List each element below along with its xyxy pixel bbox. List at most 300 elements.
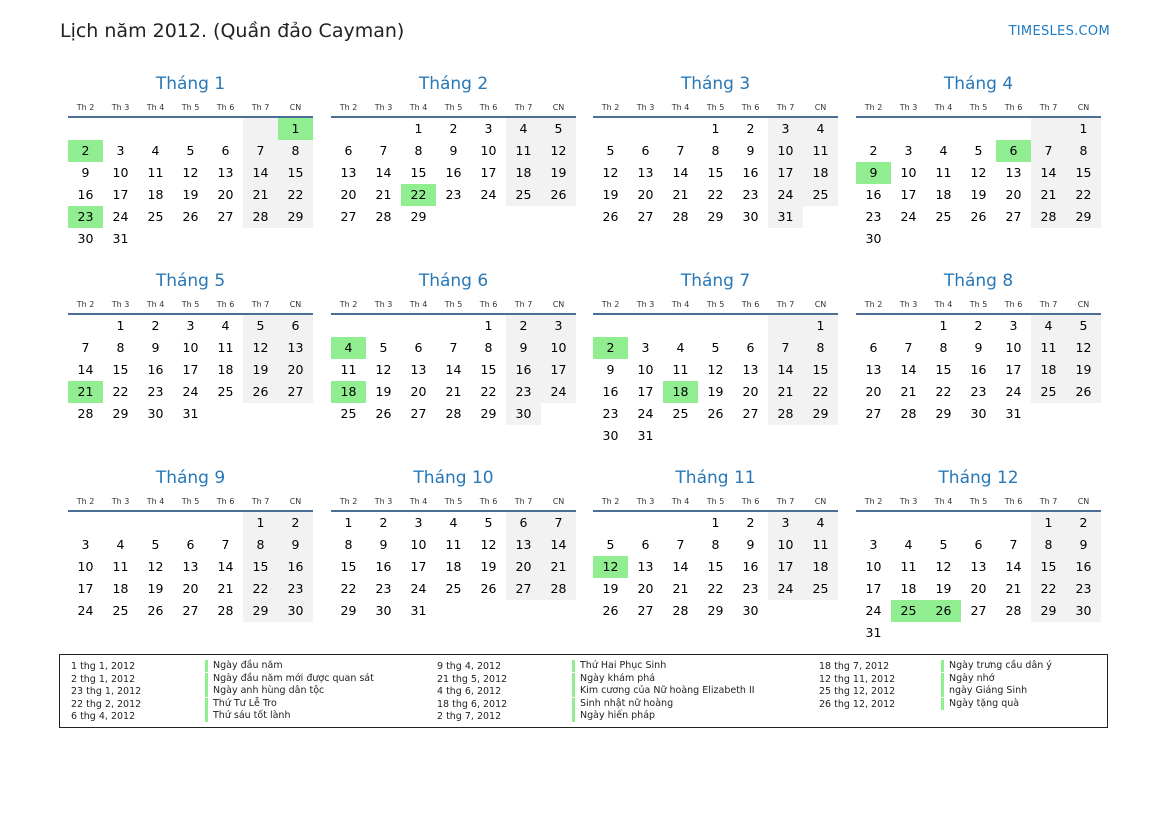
day-cell: 24 [112,209,129,224]
day-cell: 21 [217,581,234,596]
day-cell: 17 [480,165,497,180]
day-cell: 13 [410,362,427,377]
weekday-label: Th 7 [776,103,795,112]
weekday-label: Th 7 [251,103,270,112]
day-cell: 10 [112,165,129,180]
day-cell: 30 [77,231,94,246]
day-cell: 5 [379,340,388,355]
day-cell: 2 [746,515,755,530]
day-cell: 29 [112,406,129,421]
day-cell: 21 [1005,581,1022,596]
empty-day-cell [803,206,838,228]
day-cell: 7 [221,537,230,552]
weekday-label: Th 6 [1004,300,1023,309]
weekday-label: Th 4 [934,497,953,506]
day-cell: 7 [768,337,803,359]
day-cell: 24 [77,603,94,618]
day-cell: 18 [1031,359,1066,381]
legend-holiday-name: ngày Giáng Sinh [941,685,1027,697]
legend-holiday-name: Ngày đầu năm [205,660,283,672]
day-cell: 29 [278,206,313,228]
weekday-label: Th 7 [776,300,795,309]
day-cell: 15 [243,556,278,578]
day-cell: 7 [541,512,576,534]
legend-date: 4 thg 6, 2012 [437,686,502,697]
empty-day-cell [243,118,278,140]
day-cell: 13 [182,559,199,574]
empty-day-cell [471,600,506,622]
weekday-header [856,494,1101,512]
day-cell: 16 [742,559,759,574]
weekday-label: Th 4 [671,103,690,112]
day-cell: 5 [186,143,195,158]
day-cell: 30 [278,600,313,622]
day-cell: 23 [602,406,619,421]
day-cell: 6 [641,537,650,552]
month-title: Tháng 11 [675,468,756,488]
day-cell: 8 [711,143,720,158]
month-title: Tháng 8 [943,271,1014,291]
empty-day-cell [733,425,768,447]
day-cell: 25 [445,581,462,596]
day-cell: 16 [742,165,759,180]
day-cell: 22 [480,384,497,399]
month-title: Tháng 2 [418,74,489,94]
day-cell: 12 [182,165,199,180]
day-cell: 2 [151,318,160,333]
day-cell: 16 [147,362,164,377]
day-cell: 31 [112,231,129,246]
legend-date: 22 thg 2, 2012 [71,698,142,710]
day-cell: 28 [900,406,917,421]
day-cell: 3 [768,118,803,140]
day-cell: 3 [186,318,195,333]
day-cell: 24 [480,187,497,202]
day-cell: 6 [974,537,983,552]
month-title: Tháng 10 [413,468,494,488]
day-cell: 19 [602,581,619,596]
weekday-label: Th 3 [374,300,393,309]
day-cell: 19 [707,384,724,399]
day-cell: 10 [1005,340,1022,355]
day-cell: 28 [77,406,94,421]
weekday-label: Th 3 [374,103,393,112]
day-cell: 21 [672,187,689,202]
empty-day-cell [698,315,733,337]
day-cell: 20 [1005,187,1022,202]
month-title: Tháng 12 [938,468,1019,488]
weekday-label: Th 5 [969,103,988,112]
day-cell: 3 [641,340,650,355]
day-cell: 4 [221,318,230,333]
day-cell: 6 [221,143,230,158]
day-cell: 26 [541,184,576,206]
empty-day-cell [436,206,471,228]
day-cell: 13 [217,165,234,180]
empty-day-cell [926,622,961,644]
empty-day-cell [208,403,243,425]
day-cell: 15 [707,165,724,180]
empty-day-cell [506,206,541,228]
page-title: Lịch năm 2012. (Quần đảo Cayman) [60,20,405,42]
month-2 [331,73,576,228]
day-cell: 16 [602,384,619,399]
empty-day-cell [663,512,698,534]
weekday-label: Th 6 [216,497,235,506]
day-cell: 22 [340,581,357,596]
empty-day-cell [331,118,366,140]
weekday-label: Th 2 [601,300,620,309]
day-cell: 23 [445,187,462,202]
empty-day-cell [996,512,1031,534]
legend-holiday-name: Ngày tặng quà [941,698,1019,710]
legend-date: 21 thg 5, 2012 [437,673,508,685]
day-cell: 16 [375,559,392,574]
day-cell: 31 [637,428,654,443]
day-cell: 26 [602,603,619,618]
weekday-label: CN [1077,497,1090,506]
day-cell: 13 [506,534,541,556]
empty-day-cell [208,512,243,534]
legend-holiday-name: Ngày khám phá [572,673,655,685]
day-cell: 8 [116,340,125,355]
day-cell: 14 [1005,559,1022,574]
day-cell: 23 [742,581,759,596]
day-cell: 8 [484,340,493,355]
day-cell: 11 [147,165,164,180]
day-cell: 26 [243,381,278,403]
day-cell: 30 [602,428,619,443]
day-cell: 30 [742,603,759,618]
day-cell: 17 [77,581,94,596]
weekday-label: Th 7 [1039,497,1058,506]
day-cell: 25 [1031,381,1066,403]
legend-date: 2 thg 7, 2012 [437,711,502,722]
legend-date: 18 thg 6, 2012 [437,698,508,710]
day-cell: 2 [593,337,628,359]
day-cell: 4 [1031,315,1066,337]
day-cell: 12 [480,537,497,552]
legend-holiday-name: Ngày hiến pháp [572,710,655,722]
empty-day-cell [103,512,138,534]
day-grid [68,512,313,622]
month-title: Tháng 3 [680,74,751,94]
weekday-label: Th 5 [444,300,463,309]
weekday-label: Th 6 [741,497,760,506]
day-cell: 9 [151,340,160,355]
month-title: Tháng 6 [418,271,489,291]
day-cell: 26 [147,603,164,618]
day-cell: 19 [935,581,952,596]
day-cell: 3 [904,143,913,158]
day-cell: 24 [768,184,803,206]
weekday-label: Th 3 [374,497,393,506]
day-cell: 29 [410,209,427,224]
weekday-label: CN [289,497,302,506]
day-cell: 22 [401,184,436,206]
day-cell: 14 [541,534,576,556]
empty-day-cell [68,315,103,337]
day-cell: 4 [331,337,366,359]
day-cell: 28 [375,209,392,224]
month-title: Tháng 7 [680,271,751,291]
day-cell: 25 [217,384,234,399]
day-cell: 7 [1009,537,1018,552]
day-cell: 4 [151,143,160,158]
day-cell: 29 [707,209,724,224]
weekday-header [331,297,576,315]
day-cell: 1 [711,121,720,136]
day-cell: 31 [182,406,199,421]
weekday-label: Th 3 [636,300,655,309]
day-cell: 12 [935,559,952,574]
day-cell: 6 [869,340,878,355]
day-cell: 1 [243,512,278,534]
weekday-label: Th 6 [741,300,760,309]
day-cell: 17 [637,384,654,399]
weekday-label: Th 5 [969,300,988,309]
day-cell: 11 [340,362,357,377]
day-cell: 20 [970,581,987,596]
day-cell: 7 [676,143,685,158]
day-cell: 20 [182,581,199,596]
day-cell: 17 [1005,362,1022,377]
day-cell: 31 [410,603,427,618]
day-cell: 8 [243,534,278,556]
month-title: Tháng 4 [943,74,1014,94]
day-cell: 27 [1005,209,1022,224]
day-cell: 11 [900,559,917,574]
weekday-label: Th 7 [776,497,795,506]
day-cell: 9 [606,362,615,377]
legend-holiday-name: Kim cương của Nữ hoàng Elizabeth II [572,685,755,697]
weekday-label: CN [289,300,302,309]
day-cell: 20 [865,384,882,399]
day-cell: 13 [1005,165,1022,180]
weekday-label: Th 7 [514,497,533,506]
weekday-label: Th 5 [181,103,200,112]
legend-holiday-name: Ngày anh hùng dân tộc [205,685,324,697]
day-cell: 7 [1031,140,1066,162]
day-cell: 9 [1066,534,1101,556]
empty-day-cell [173,228,208,250]
day-cell: 4 [116,537,125,552]
day-cell: 15 [935,362,952,377]
legend-date: 12 thg 11, 2012 [819,673,896,685]
day-cell: 20 [340,187,357,202]
day-cell: 20 [217,187,234,202]
day-cell: 27 [278,381,313,403]
day-cell: 12 [970,165,987,180]
empty-day-cell [768,425,803,447]
day-grid [593,512,838,622]
day-cell: 27 [506,578,541,600]
day-cell: 2 [379,515,388,530]
empty-day-cell [1066,622,1101,644]
weekday-label: Th 4 [146,300,165,309]
empty-day-cell [366,315,401,337]
day-cell: 20 [637,187,654,202]
weekday-label: Th 4 [934,300,953,309]
day-cell: 17 [410,559,427,574]
day-cell: 21 [68,381,103,403]
legend-holiday-name: Thứ Hai Phục Sinh [572,660,666,672]
day-cell: 21 [1031,184,1066,206]
day-cell: 5 [711,340,720,355]
day-cell: 18 [506,162,541,184]
weekday-label: CN [552,103,565,112]
site-link[interactable]: TIMESLES.COM [1008,24,1110,39]
day-cell: 27 [637,209,654,224]
day-cell: 19 [970,187,987,202]
weekday-label: Th 2 [864,103,883,112]
day-cell: 17 [182,362,199,377]
empty-day-cell [1031,403,1066,425]
weekday-label: CN [1077,103,1090,112]
day-cell: 31 [768,206,803,228]
day-cell: 12 [707,362,724,377]
day-cell: 3 [1009,318,1018,333]
day-cell: 9 [746,143,755,158]
day-cell: 15 [803,359,838,381]
day-cell: 8 [344,537,353,552]
empty-day-cell [436,315,471,337]
day-cell: 27 [340,209,357,224]
empty-day-cell [856,315,891,337]
day-cell: 26 [480,581,497,596]
day-cell: 10 [768,534,803,556]
day-cell: 28 [217,603,234,618]
day-cell: 9 [278,534,313,556]
weekday-label: Th 4 [409,300,428,309]
day-cell: 30 [1066,600,1101,622]
empty-day-cell [961,118,996,140]
day-cell: 20 [742,384,759,399]
empty-day-cell [733,315,768,337]
day-cell: 11 [672,362,689,377]
month-10 [331,467,576,622]
empty-day-cell [278,228,313,250]
day-cell: 11 [803,140,838,162]
legend-holiday-name: Ngày trưng cầu dân ý [941,660,1052,672]
day-cell: 12 [375,362,392,377]
empty-day-cell [891,512,926,534]
day-cell: 3 [484,121,493,136]
weekday-label: Th 7 [1039,300,1058,309]
day-cell: 25 [112,603,129,618]
day-cell: 17 [768,556,803,578]
day-cell: 15 [278,162,313,184]
weekday-label: Th 4 [146,497,165,506]
day-cell: 23 [865,209,882,224]
weekday-label: Th 4 [409,103,428,112]
day-cell: 16 [506,359,541,381]
day-cell: 18 [445,559,462,574]
weekday-header [856,297,1101,315]
weekday-header [593,494,838,512]
day-cell: 26 [707,406,724,421]
day-cell: 23 [742,187,759,202]
day-cell: 6 [641,143,650,158]
empty-day-cell [926,228,961,250]
legend-date: 9 thg 4, 2012 [437,661,502,672]
day-cell: 10 [865,559,882,574]
day-grid [593,315,838,447]
day-cell: 15 [410,165,427,180]
day-cell: 3 [869,537,878,552]
day-cell: 12 [147,559,164,574]
empty-day-cell [541,206,576,228]
weekday-label: Th 5 [181,300,200,309]
day-cell: 29 [707,603,724,618]
day-cell: 20 [278,359,313,381]
day-cell: 6 [186,537,195,552]
day-cell: 14 [768,359,803,381]
day-cell: 9 [379,537,388,552]
empty-day-cell [593,315,628,337]
month-title: Tháng 1 [155,74,226,94]
weekday-label: Th 6 [216,103,235,112]
day-cell: 14 [900,362,917,377]
day-cell: 29 [803,403,838,425]
day-cell: 22 [707,187,724,202]
day-cell: 1 [278,118,313,140]
day-cell: 28 [768,403,803,425]
day-cell: 16 [1066,556,1101,578]
day-cell: 24 [182,384,199,399]
weekday-header [68,494,313,512]
day-cell: 18 [935,187,952,202]
empty-day-cell [891,622,926,644]
empty-day-cell [961,228,996,250]
day-cell: 23 [147,384,164,399]
day-cell: 27 [637,603,654,618]
day-cell: 12 [593,556,628,578]
day-cell: 27 [742,406,759,421]
day-cell: 9 [449,143,458,158]
empty-day-cell [138,228,173,250]
weekday-label: Th 3 [111,300,130,309]
day-cell: 11 [217,340,234,355]
weekday-label: CN [814,300,827,309]
weekday-label: Th 2 [76,300,95,309]
day-cell: 1 [939,318,948,333]
day-cell: 13 [340,165,357,180]
legend-date: 2 thg 1, 2012 [71,673,136,685]
empty-day-cell [961,622,996,644]
day-cell: 3 [541,315,576,337]
legend-date: 26 thg 12, 2012 [819,698,896,710]
day-cell: 19 [147,581,164,596]
weekday-label: Th 3 [899,103,918,112]
day-grid [331,315,576,425]
weekday-label: Th 2 [339,103,358,112]
day-cell: 7 [379,143,388,158]
day-cell: 25 [340,406,357,421]
day-cell: 19 [243,359,278,381]
day-cell: 17 [865,581,882,596]
day-cell: 10 [410,537,427,552]
day-cell: 2 [974,318,983,333]
day-cell: 7 [449,340,458,355]
day-cell: 1 [1031,512,1066,534]
day-cell: 9 [856,162,891,184]
day-cell: 16 [77,187,94,202]
day-cell: 11 [112,559,129,574]
month-8 [856,270,1101,425]
empty-day-cell [663,118,698,140]
empty-day-cell [138,118,173,140]
